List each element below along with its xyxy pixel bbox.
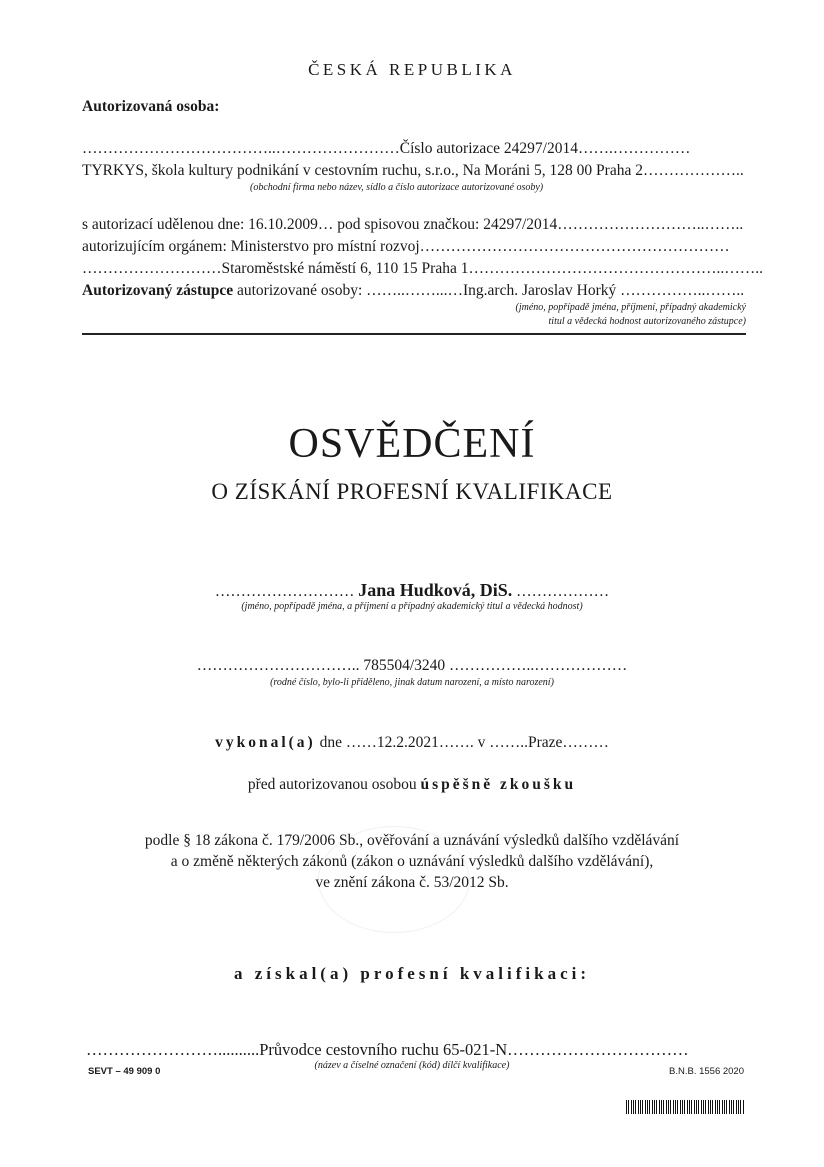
header-divider [82,333,746,335]
footer-form-code: SEVT – 49 909 0 [88,1066,161,1077]
certificate-subtitle: O ZÍSKÁNÍ PROFESNÍ KVALIFIKACE [211,479,613,504]
barcode [626,1100,744,1114]
law-line-3: ve znění zákona č. 53/2012 Sb. [315,874,509,891]
certificate-title: OSVĚDČENÍ [288,421,536,467]
dots: ……………………… [214,583,359,600]
authorized-person-label: Autorizovaná osoba: [82,98,220,115]
authorizing-body-address: ………………………Staroměstské náměstí 6, 110 15 Praha 1…………………………………………..…….. [82,260,763,277]
authorizing-body-line: autorizujícím orgánem: Ministerstvo pro místní rozvoj…………………………………………………… [82,238,730,255]
authorization-number: Číslo autorizace 24297/2014…….…………… [399,140,691,157]
authorization-number-line [82,140,690,158]
footer-print-code: B.N.B. 1556 2020 [669,1066,744,1077]
exam-performed-line [0,734,824,752]
birth-number-line: ………………………….. 785504/3240 ……………..……………… [196,657,628,674]
dots: ……………… [512,583,610,600]
qualification-note: (název a číselné označení (kód) dílčí kvalifikace) [314,1060,510,1071]
representative-note-1: (jméno, popřípadě jména, příjmení, případný akademický [515,302,746,313]
company-line: TYRKYS, škola kultury podnikání v cestovním ruchu, s.r.o., Na Moráni 5, 128 00 Praha 2……………….. [82,162,744,179]
holder-name-note: (jméno, popřípadě jména, a příjmení a případný akademický titul a vědecká hodnost) [241,601,583,612]
dots: ………………………………..…………………… [82,140,400,157]
birth-number-note: (rodné číslo, bylo-li přiděleno, jinak datum narození, a místo narození) [270,677,554,688]
holder-name-line [0,580,824,601]
representative-label: Autorizovaný zástupce [82,282,234,299]
law-line-1: podle § 18 zákona č. 179/2006 Sb., ověřování a uznávání výsledků dalšího vzdělávání [144,832,680,849]
authorization-date-line: s autorizací udělenou dne: 16.10.2009… pod spisovou značkou: 24297/2014………………………..…….. [82,216,744,233]
exam-date-place: dne ……12.2.2021……. v ……..Praze……… [315,734,609,751]
qualification-line: ……………………..........Průvodce cestovního ruchu 65-021-N…………………………… [86,1040,689,1059]
representative-line [82,282,744,300]
country-heading: ČESKÁ REPUBLIKA [308,60,516,79]
law-line-2: a o změně některých zákonů (zákon o uznávání výsledků dalšího vzdělávání), [170,853,654,870]
performed-label: vykonal(a) [215,734,316,751]
representative-value: autorizované osoby: ……..……...…Ing.arch. Jaroslav Horký ……………..…….. [233,282,745,299]
success-label: úspěšně zkoušku [420,776,577,793]
representative-note-2: titul a vědecká hodnost autorizovaného zástupce) [548,316,746,327]
holder-name: Jana Hudková, DiS. [358,580,513,600]
company-note: (obchodní firma nebo název, sídlo a číslo autorizace autorizované osoby) [250,182,544,193]
qualification-heading: a získal(a) profesní kvalifikaci: [234,964,590,983]
before-text: před autorizovanou osobou [247,776,421,793]
exam-success-line [0,776,824,794]
